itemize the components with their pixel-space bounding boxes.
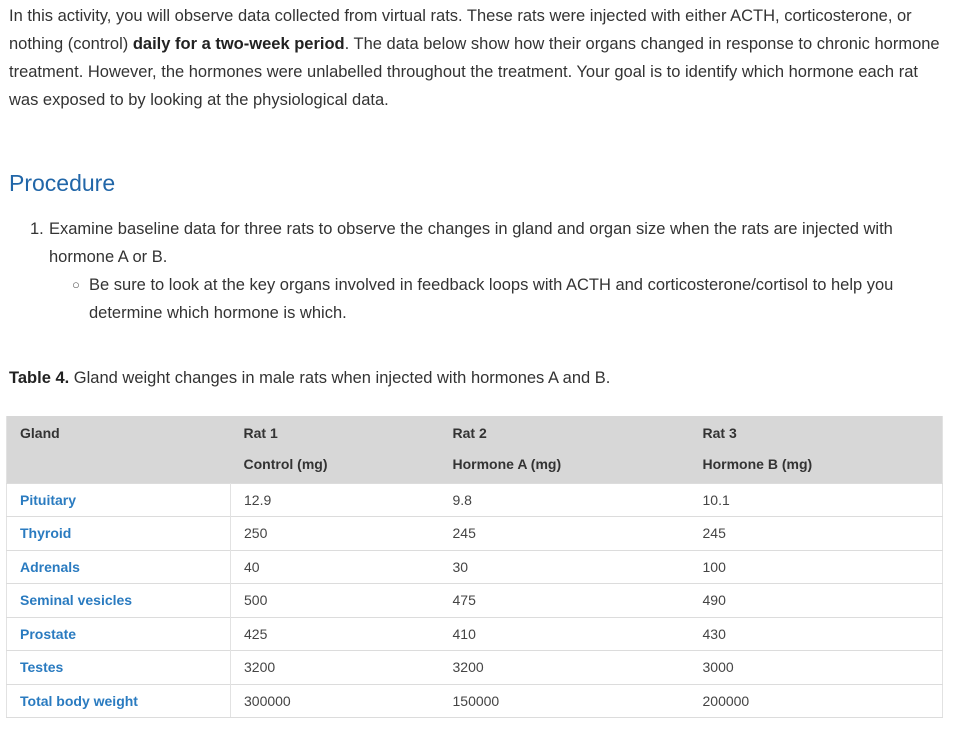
caption-label: Table 4. [9,369,70,387]
table-header-row [7,450,943,483]
gland-name-cell: Testes [7,651,231,685]
value-cell: 3000 [690,651,943,685]
value-cell: 430 [690,617,943,651]
value-cell: 490 [690,584,943,618]
header-cell: Rat 2 [452,425,487,441]
value-cell: 100 [690,550,943,584]
value-cell: 300000 [231,684,440,718]
table-row [7,617,943,651]
value-cell: 250 [231,517,440,551]
table-row [7,550,943,584]
step-text: Examine baseline data for three rats to observe the changes in gland and organ size when the rats are injected with hormone A or B. [49,220,893,266]
intro-text-2: . The data below show how their organs changed in response to chronic hormone treatment. However, the hormones were unlabelled throughout the treatment. Your goal is to identify which hormone each rat was exposed to by looking at the physiological data. [9,35,940,109]
value-cell: 9.8 [440,483,690,517]
header-cell: Gland [20,425,60,441]
value-cell: 40 [231,550,440,584]
table-row [7,651,943,685]
table-row [7,584,943,618]
intro-bold: daily for a two-week period [132,35,345,53]
value-cell: 10.1 [690,483,943,517]
table-row [7,517,943,551]
gland-name-cell: Seminal vesicles [7,584,231,618]
intro-text-1: In this activity, you will observe data collected from virtual rats. These rats were injected with either ACTH, corticosterone, or nothing (control) [9,7,912,53]
circle-bullet-icon: ○ [72,277,80,292]
header-cell: Hormone B (mg) [702,456,813,472]
value-cell: 410 [440,617,690,651]
table-caption [9,364,610,392]
value-cell: 12.9 [231,483,440,517]
value-cell: 245 [690,517,943,551]
gland-name-cell: Pituitary [7,483,231,517]
procedure-steps [30,215,935,327]
value-cell: 150000 [440,684,690,718]
sub-item-text: Be sure to look at the key organs involved in feedback loops with ACTH and corticosterone/cortisol to help you determine which hormone is which. [89,276,894,322]
value-cell: 425 [231,617,440,651]
step-number: 1. [30,220,44,238]
sub-item [72,271,935,327]
step-sub-list [49,271,935,327]
value-cell: 200000 [690,684,943,718]
gland-name-cell: Adrenals [7,550,231,584]
table-row [7,483,943,517]
value-cell: 245 [440,517,690,551]
procedure-step [30,215,935,327]
value-cell: 3200 [231,651,440,685]
gland-name-cell: Total body weight [7,684,231,718]
value-cell: 30 [440,550,690,584]
table-row [7,684,943,718]
gland-name-cell: Thyroid [7,517,231,551]
gland-name-cell: Prostate [7,617,231,651]
gland-weight-table [6,416,943,718]
value-cell: 475 [440,584,690,618]
header-cell: Hormone A (mg) [452,456,562,472]
procedure-heading: Procedure [9,170,116,196]
header-cell [7,450,231,483]
header-cell: Rat 1 [243,425,278,441]
caption-text: Gland weight changes in male rats when injected with hormones A and B. [69,369,611,387]
header-cell: Control (mg) [243,456,328,472]
intro-paragraph [9,2,944,114]
header-cell: Rat 3 [702,425,737,441]
table-header-row [7,416,943,450]
value-cell: 500 [231,584,440,618]
value-cell: 3200 [440,651,690,685]
